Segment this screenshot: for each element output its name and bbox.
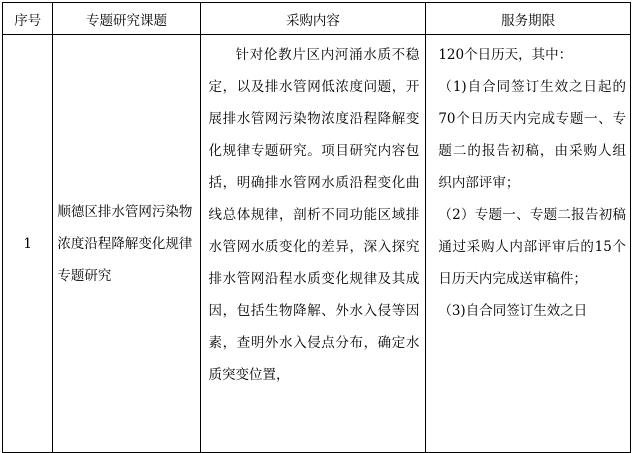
row-content-cell	[200, 35, 426, 453]
row-content: 针对伦教片区内河涌水质不稳定，以及排水管网低浓度问题，开展排水管网污染物浓度沿程降解变化规律专题研究。项目研究内容包括，明确排水管网水质沿程变化曲线总体规律，剖析不同功能区域排水管网水质变化的差异，深入探究排水管网沿程水质变化规律及其成因，包括生物降解、外水入侵等因素，查明外水入侵点分布，确定水质突变位置，	[208, 47, 420, 383]
period-line-3: （2）专题一、专题二报告初稿通过采购人内部评审后的15个日历天内完成送审稿件；	[438, 207, 626, 287]
row-period-cell	[426, 35, 631, 453]
period-line-4: （3)自合同签订生效之日	[438, 303, 588, 319]
period-line-1: 120个日历天，其中：	[438, 47, 573, 63]
row-no: 1	[3, 35, 53, 453]
header-topic: 专题研究课题	[53, 3, 200, 35]
table-row	[3, 35, 631, 453]
header-no: 序号	[3, 3, 53, 35]
period-line-2: （1)自合同签订生效之日起的70个日历天内完成专题一、专题二的报告初稿，由采购人组织内部评审；	[438, 79, 626, 191]
header-content: 采购内容	[200, 3, 426, 35]
procurement-table	[2, 2, 631, 453]
header-period: 服务期限	[426, 3, 631, 35]
header-row	[3, 3, 631, 35]
row-topic: 顺德区排水管网污染物浓度沿程降解变化规律专题研究	[53, 35, 200, 453]
